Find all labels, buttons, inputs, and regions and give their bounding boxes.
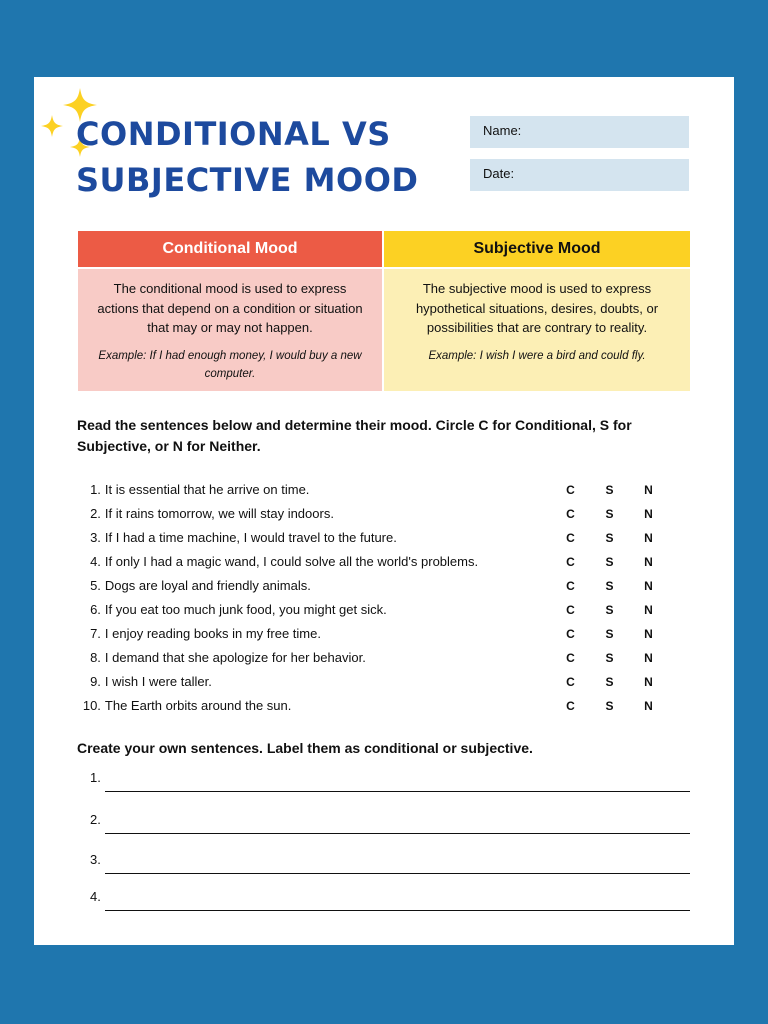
mood-options	[551, 526, 668, 550]
answer-line-rule	[105, 791, 690, 792]
option-s[interactable]: S	[605, 555, 614, 569]
answer-line-rule	[105, 910, 690, 911]
option-n[interactable]: N	[644, 483, 653, 497]
option-c[interactable]: C	[566, 555, 575, 569]
mood-comparison-table	[78, 231, 690, 391]
option-n[interactable]: N	[644, 699, 653, 713]
option-n[interactable]: N	[644, 531, 653, 545]
answer-line[interactable]	[90, 852, 690, 874]
option-c[interactable]: C	[566, 699, 575, 713]
option-n[interactable]: N	[644, 675, 653, 689]
option-n[interactable]: N	[644, 651, 653, 665]
sentence-text: If you eat too much junk food, you might get sick.	[104, 602, 387, 617]
answer-line-rule	[105, 873, 690, 874]
answer-line-rule	[105, 833, 690, 834]
subjective-description: The subjective mood is used to express hypothetical situations, desires, doubts, or possibilities that are contrary to reality.	[415, 281, 659, 335]
conditional-header: Conditional Mood	[78, 231, 382, 267]
date-field[interactable]	[470, 159, 689, 191]
sentence-number: 9.	[90, 674, 101, 689]
option-c[interactable]: C	[566, 627, 575, 641]
name-label: Name:	[483, 123, 522, 138]
sentence-number: 6.	[90, 602, 101, 617]
create-instruction: Create your own sentences. Label them as conditional or subjective.	[77, 740, 533, 756]
sentence-number: 7.	[90, 626, 101, 641]
subjective-body	[384, 269, 690, 391]
sentence-number: 5.	[90, 578, 101, 593]
option-c[interactable]: C	[566, 483, 575, 497]
conditional-example: Example: If I had enough money, I would buy a new computer.	[98, 349, 362, 380]
sentence-row	[78, 694, 668, 718]
sentence-number: 8.	[90, 650, 101, 665]
answer-line-number: 1.	[90, 770, 101, 785]
option-n[interactable]: N	[644, 507, 653, 521]
sentence-row	[78, 574, 668, 598]
option-c[interactable]: C	[566, 579, 575, 593]
option-c[interactable]: C	[566, 651, 575, 665]
subjective-header: Subjective Mood	[384, 231, 690, 267]
option-c[interactable]: C	[566, 675, 575, 689]
answer-line-number: 3.	[90, 852, 101, 867]
sentence-text: If it rains tomorrow, we will stay indoors.	[104, 506, 334, 521]
option-c[interactable]: C	[566, 603, 575, 617]
option-s[interactable]: S	[605, 603, 614, 617]
sentence-text: Dogs are loyal and friendly animals.	[104, 578, 311, 593]
option-s[interactable]: S	[605, 483, 614, 497]
sparkle-icon	[41, 115, 63, 137]
sentence-row	[78, 550, 668, 574]
page-title: CONDITIONAL VS SUBJECTIVE MOOD	[76, 115, 419, 199]
mood-options	[551, 598, 668, 622]
answer-line[interactable]	[90, 889, 690, 911]
sentence-list	[78, 478, 668, 718]
date-label: Date:	[483, 166, 515, 181]
option-s[interactable]: S	[605, 699, 614, 713]
mood-options	[551, 550, 668, 574]
option-c[interactable]: C	[566, 531, 575, 545]
answer-line-number: 4.	[90, 889, 101, 904]
option-n[interactable]: N	[644, 603, 653, 617]
sentence-row	[78, 526, 668, 550]
conditional-description: The conditional mood is used to express actions that depend on a condition or situation that may or may not happen.	[97, 281, 363, 335]
sentence-number: 1.	[90, 482, 101, 497]
sentence-row	[78, 478, 668, 502]
sentence-text: The Earth orbits around the sun.	[104, 698, 292, 713]
option-c[interactable]: C	[566, 507, 575, 521]
option-s[interactable]: S	[605, 651, 614, 665]
mood-options	[551, 670, 668, 694]
sentence-number: 4.	[90, 554, 101, 569]
mood-options	[551, 694, 668, 718]
option-s[interactable]: S	[605, 627, 614, 641]
subjective-column	[384, 231, 690, 391]
sentence-text: I enjoy reading books in my free time.	[104, 626, 321, 641]
mood-options	[551, 478, 668, 502]
answer-line-number: 2.	[90, 812, 101, 827]
sentence-row	[78, 598, 668, 622]
answer-line[interactable]	[90, 770, 690, 792]
option-s[interactable]: S	[605, 531, 614, 545]
name-field[interactable]	[470, 116, 689, 148]
sentence-text: I demand that she apologize for her behavior.	[104, 650, 366, 665]
option-n[interactable]: N	[644, 579, 653, 593]
sentence-number: 3.	[90, 530, 101, 545]
conditional-column	[78, 231, 382, 391]
mood-options	[551, 574, 668, 598]
option-s[interactable]: S	[605, 675, 614, 689]
option-n[interactable]: N	[644, 627, 653, 641]
sentence-text: I wish I were taller.	[104, 674, 212, 689]
sentence-row	[78, 502, 668, 526]
sentence-row	[78, 670, 668, 694]
mood-options	[551, 622, 668, 646]
sentence-text: If I had a time machine, I would travel to the future.	[104, 530, 397, 545]
subjective-example: Example: I wish I were a bird and could fly.	[428, 349, 646, 362]
conditional-body	[78, 269, 382, 391]
option-s[interactable]: S	[605, 507, 614, 521]
answer-line[interactable]	[90, 812, 690, 834]
sentence-number: 10.	[82, 698, 101, 713]
sentence-row	[78, 622, 668, 646]
mood-options	[551, 502, 668, 526]
instructions: Read the sentences below and determine their mood. Circle C for Conditional, S for Subjective, or N for Neither.	[77, 417, 632, 454]
sentence-text: If only I had a magic wand, I could solve all the world's problems.	[104, 554, 479, 569]
worksheet-page	[34, 77, 734, 945]
sentence-row	[78, 646, 668, 670]
mood-options	[551, 646, 668, 670]
option-s[interactable]: S	[605, 579, 614, 593]
sentence-number: 2.	[90, 506, 101, 521]
option-n[interactable]: N	[644, 555, 653, 569]
sentence-text: It is essential that he arrive on time.	[104, 482, 310, 497]
